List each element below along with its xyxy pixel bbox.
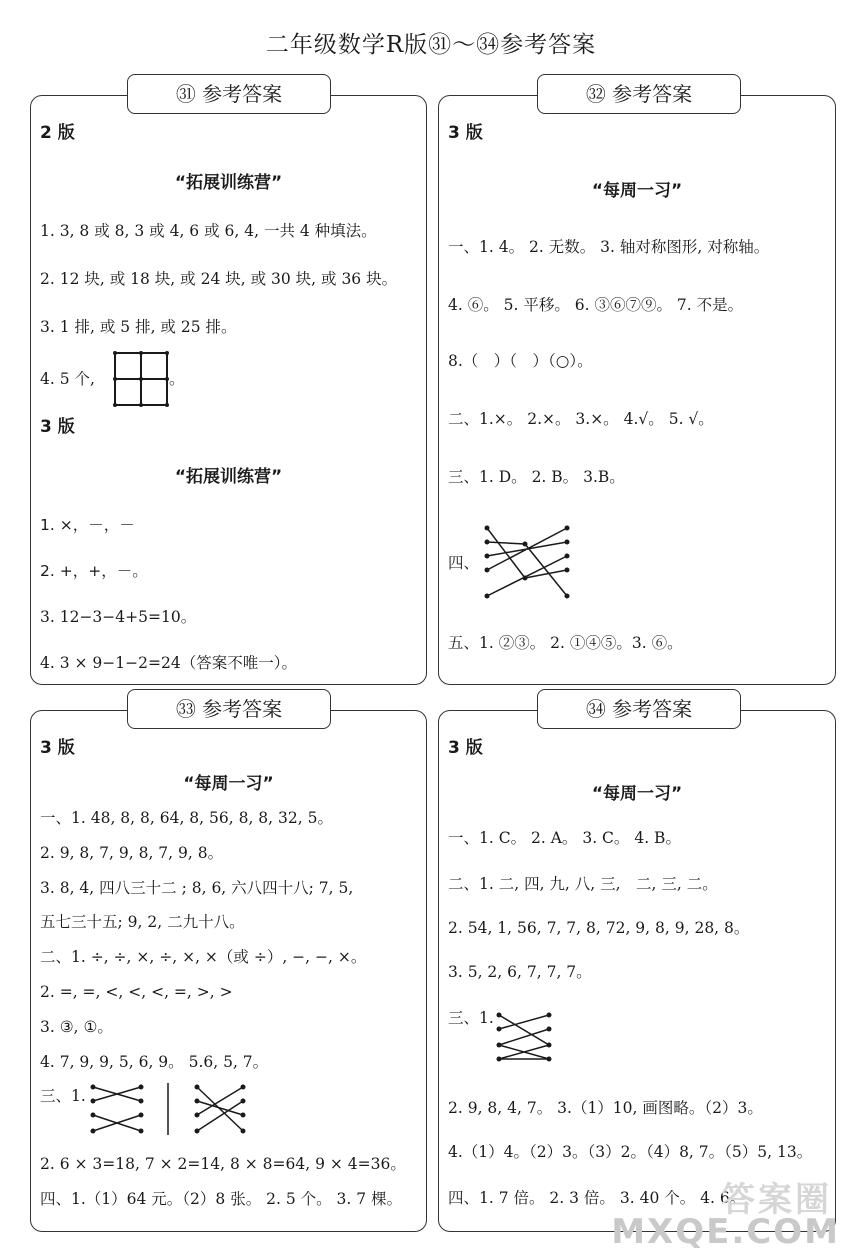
- answer-panel-31: [30, 82, 427, 685]
- answer-line: 4. 7, 9, 9, 5, 6, 9。 5.6, 5, 7。: [40, 1053, 269, 1071]
- answer-line: 二、1. ÷, ÷, ×, ÷, ×, ×（或 ÷）, −, −, ×。: [40, 948, 367, 966]
- answer-panel-32: [438, 82, 836, 685]
- answer-line: 三、1. D。 2. B。 3.B。: [448, 468, 625, 486]
- matching-lines-figure: [91, 1083, 277, 1135]
- section-label: 3 版: [448, 738, 483, 758]
- answer-line: 五七三十五; 9, 2, 二九十八。: [40, 913, 245, 931]
- answer-line: 1. 3, 8 或 8, 3 或 4, 6 或 6, 4, 一共 4 种填法。: [40, 222, 377, 240]
- answer-line-end: 。: [169, 370, 185, 388]
- answer-line: 4. 5 个,: [40, 370, 95, 388]
- answer-line: 8.（ ）（ ）（○）。: [448, 352, 593, 370]
- section-label: 2 版: [40, 123, 75, 143]
- answer-line: 3. 5, 2, 6, 7, 7, 7。: [448, 963, 592, 981]
- answer-line: 3. 12−3−4+5=10。: [40, 608, 197, 626]
- answer-line: 四、: [448, 554, 480, 572]
- panel-32-tab: ㉜ 参考答案: [537, 74, 741, 114]
- answer-line: 2. 9, 8, 4, 7。 3.（1）10, 画图略。（2）3。: [448, 1099, 763, 1117]
- answer-line: 三、1.: [448, 1009, 494, 1027]
- answer-line: 3. ③, ①。: [40, 1018, 113, 1036]
- panel-34-tab: ㉞ 参考答案: [537, 689, 741, 729]
- answer-line: 二、1.×。 2.×。 3.×。 4.√。 5. √。: [448, 410, 714, 428]
- section-heading: “每周一习”: [591, 784, 683, 804]
- watermark-url: MXQE.COM: [611, 1212, 840, 1252]
- answer-line: 三、1.: [40, 1087, 86, 1105]
- answer-line: 2. 6 × 3=18, 7 × 2=14, 8 × 8=64, 9 × 4=36。: [40, 1155, 406, 1173]
- section-heading: “每周一习”: [591, 181, 683, 201]
- answer-panel-34: [438, 697, 836, 1232]
- section-heading: “拓展训练营”: [174, 173, 283, 193]
- answer-line: 四、1.（1）64 元。（2）8 张。 2. 5 个。 3. 7 棵。: [40, 1190, 403, 1208]
- matching-lines-figure: [485, 526, 569, 598]
- answer-line: 3. 1 排, 或 5 排, 或 25 排。: [40, 318, 237, 336]
- panel-31-tab: ㉛ 参考答案: [127, 74, 331, 114]
- answer-line: 1. ×，－，－: [40, 516, 135, 534]
- section-label: 3 版: [40, 417, 75, 437]
- section-label: 3 版: [448, 123, 483, 143]
- answer-line: 4. ⑥。 5. 平移。 6. ③⑥⑦⑨。 7. 不是。: [448, 296, 744, 314]
- section-heading: “每周一习”: [183, 774, 274, 794]
- section-heading: “拓展训练营”: [174, 467, 283, 487]
- watermark-logo: 答案圈: [721, 1180, 832, 1220]
- answer-panel-33: [30, 697, 427, 1232]
- page-title: 二年级数学R版㉛～㉞参考答案: [265, 32, 597, 58]
- answer-line: 4. 3 × 9−1−2=24（答案不唯一）。: [40, 654, 297, 672]
- answer-line: 2. 12 块, 或 18 块, 或 24 块, 或 30 块, 或 36 块。: [40, 270, 398, 288]
- answer-line: 3. 8, 4, 四八三十二 ; 8, 6, 六八四十八; 7, 5,: [40, 879, 354, 897]
- matching-lines-figure: [497, 1011, 553, 1063]
- answer-line: 二、1. 二, 四, 九, 八, 三, 二, 三, 二。: [448, 875, 718, 893]
- answer-line: 2. 9, 8, 7, 9, 8, 7, 9, 8。: [40, 844, 224, 862]
- answer-line: 4.（1）4。（2）3。（3）2。（4）8, 7。（5）5, 13。: [448, 1143, 813, 1161]
- answer-line: 一、1. 4。 2. 无数。 3. 轴对称图形, 对称轴。: [448, 238, 770, 256]
- section-label: 3 版: [40, 738, 75, 758]
- matchstick-square-figure: [113, 351, 169, 407]
- answer-line: 四、1. 7 倍。 2. 3 倍。 3. 40 个。 4. 6。: [448, 1189, 746, 1207]
- answer-line: 五、1. ②③。 2. ①④⑤。3. ⑥。: [448, 634, 683, 652]
- answer-line: 2. =, =, <, <, <, =, >, >: [40, 983, 233, 1001]
- panel-33-tab: ㉝ 参考答案: [127, 689, 331, 729]
- answer-line: 一、1. C。 2. A。 3. C。 4. B。: [448, 829, 681, 847]
- answer-line: 一、1. 48, 8, 8, 64, 8, 56, 8, 8, 32, 5。: [40, 809, 333, 827]
- answer-line: 2. 54, 1, 56, 7, 7, 8, 72, 9, 8, 9, 28, 8。: [448, 919, 750, 937]
- answer-line: 2. +，+，－。: [40, 562, 148, 580]
